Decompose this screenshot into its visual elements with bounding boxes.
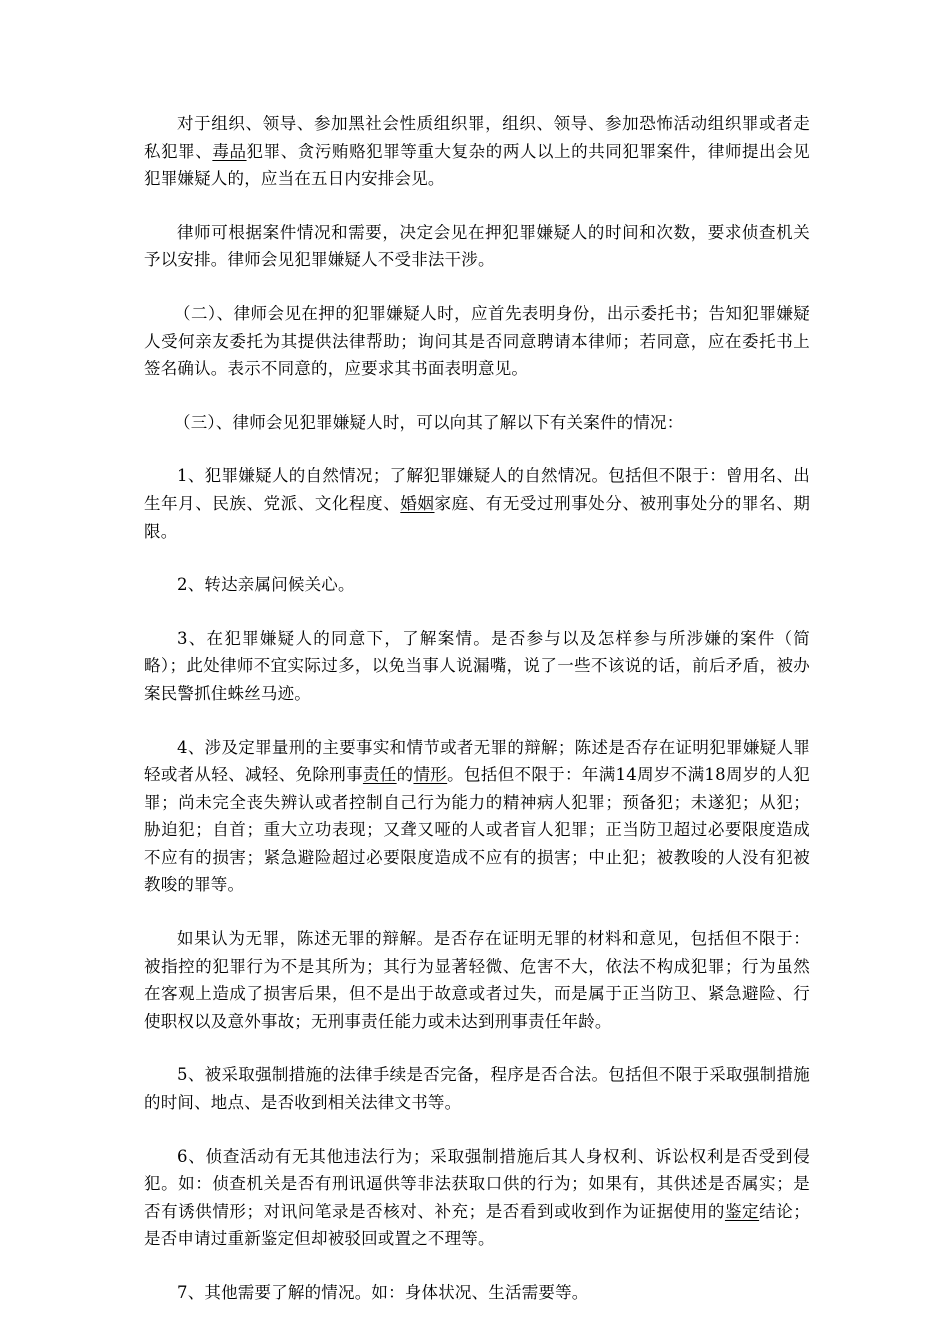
document-page [144,110,810,1333]
paragraph-text: 5、被采取强制措施的法律手续是否完备，程序是否合法。包括但不限于采取强制措施的时间、地点、是否收到相关法律文书等。 [144,1065,810,1113]
paragraph-text: 7、其他需要了解的情况。如：身体状况、生活需要等。 [177,1283,589,1302]
paragraph-item-3 [144,625,810,708]
paragraph-item-2 [144,571,810,599]
link-marriage[interactable]: 婚姻 [400,493,435,513]
paragraph-innocence [144,925,810,1035]
paragraph-text: 对于组织、领导、参加黑社会性质组织罪，组织、领导、参加恐怖活动组织罪或者走私犯罪、 [144,114,810,161]
paragraph-text: 律师可根据案件情况和需要，决定会见在押犯罪嫌疑人的时间和次数，要求侦查机关予以安排。律师会见犯罪嫌疑人不受非法干涉。 [144,222,810,270]
link-drugs[interactable]: 毒品 [212,141,247,161]
paragraph-meeting-arrangement [144,110,810,193]
paragraph-text: （二）、律师会见在押的犯罪嫌疑人时，应首先表明身份，出示委托书；告知犯罪嫌疑人受何亲友委托为其提供法律帮助；询问其是否同意聘请本律师；若同意，应在委托书上签名确认。表示不同意的，应要求其书面表明意见。 [144,303,810,379]
paragraph-item-7 [144,1279,810,1307]
link-appraisal[interactable]: 鉴定 [724,1201,760,1221]
link-responsibility[interactable]: 责任 [362,765,397,785]
paragraph-text: 1、犯罪嫌疑人的自然情况；了解犯罪嫌疑人的自然情况。包括但不限于：曾用名、出生年月、民族、党派、文化程度、 [144,466,810,513]
paragraph-section-2 [144,300,810,383]
paragraph-text: 结论；是否申请过重新鉴定但却被驳回或置之不理等。 [144,1201,810,1249]
paragraph-text: 6、侦查活动有无其他违法行为；采取强制措施后其人身权利、诉讼权利是否受到侵犯。如：侦查机关是否有刑讯逼供等非法获取口供的行为；如果有，其供述是否属实；是否有诱供情形；对讯问笔录是否核对、补充；是否看到或收到作为证据使用的 [144,1146,810,1221]
paragraph-item-5 [144,1061,810,1116]
paragraph-text: 犯罪、贪污贿赂犯罪等重大复杂的两人以上的共同犯罪案件，律师提出会见犯罪嫌疑人的，应当在五日内安排会见。 [144,141,811,189]
paragraph-item-1 [144,462,810,545]
paragraph-meeting-times [144,219,810,274]
paragraph-text: 3、在犯罪嫌疑人的同意下，了解案情。是否参与以及怎样参与所涉嫌的案件（简略）；此处律师不宜实际过多，以免当事人说漏嘴，说了一些不该说的话，前后矛盾，被办案民警抓住蛛丝马迹。 [144,628,810,703]
paragraph-text: （三）、律师会见犯罪嫌疑人时，可以向其了解以下有关案件的情况： [174,412,684,432]
link-circumstance[interactable]: 情形 [413,765,448,785]
paragraph-text: 4、涉及定罪量刑的主要事实和情节或者无罪的辩解；陈述是否存在证明犯罪嫌疑人罪轻或者从轻、减轻、免除刑事 [144,737,810,785]
paragraph-item-4 [144,734,810,900]
paragraph-text: 。包括但不限于：年满14周岁不满18周岁的人犯罪；尚未完全丧失辨认或者控制自己行为能力的精神病人犯罪；预备犯；未遂犯；从犯；胁迫犯；自首；重大立功表现；又聋又哑的人或者盲人犯罪；正当防卫超过必要限度造成不应有的损害；紧急避险超过必要限度造成不应有的损害；中止犯；被教唆的人没有犯被教唆的罪等。 [144,765,811,895]
paragraph-text: 2、转达亲属问候关心。 [177,575,355,595]
paragraph-text: 家庭、有无受过刑事处分、被刑事处分的罪名、期限。 [144,493,811,541]
paragraph-item-6 [144,1143,810,1253]
paragraph-text: 如果认为无罪，陈述无罪的辩解。是否存在证明无罪的材料和意见，包括但不限于：被指控的犯罪行为不是其所为；其行为显著轻微、危害不大，依法不构成犯罪；行为虽然在客观上造成了损害后果，但不是出于故意或者过失，而是属于正当防卫、紧急避险、行使职权以及意外事故；无刑事责任能力或未达到刑事责任年龄。 [144,929,810,1031]
paragraph-text: 的 [396,765,414,785]
paragraph-section-3 [144,409,810,437]
